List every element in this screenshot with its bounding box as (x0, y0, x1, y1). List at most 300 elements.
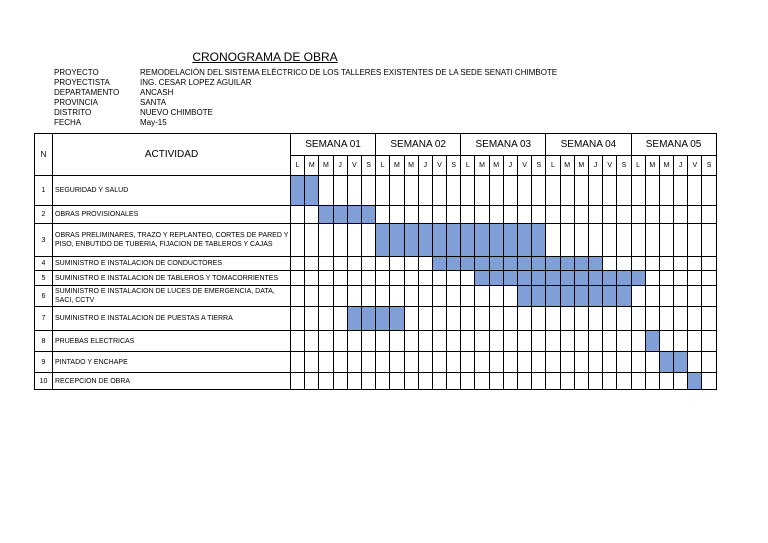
gantt-cell (291, 331, 305, 352)
gantt-cell (432, 271, 446, 286)
gantt-cell (418, 352, 432, 373)
gantt-bar-cell (361, 307, 375, 331)
info-row (54, 88, 557, 98)
gantt-cell (319, 257, 333, 271)
gantt-cell (503, 352, 517, 373)
gantt-bar-cell (631, 271, 645, 286)
day-header: M (574, 156, 588, 176)
gantt-bar-cell (489, 224, 503, 257)
gantt-cell (702, 286, 716, 307)
gantt-cell (532, 176, 546, 206)
gantt-cell (532, 206, 546, 224)
gantt-cell (432, 307, 446, 331)
gantt-cell (631, 373, 645, 390)
day-header: J (333, 156, 347, 176)
gantt-cell (489, 286, 503, 307)
gantt-cell (475, 373, 489, 390)
gantt-cell (674, 307, 688, 331)
gantt-cell (645, 224, 659, 257)
gantt-cell (702, 224, 716, 257)
gantt-cell (418, 257, 432, 271)
gantt-cell (532, 373, 546, 390)
gantt-cell (489, 206, 503, 224)
gantt-cell (518, 373, 532, 390)
gantt-cell (376, 373, 390, 390)
gantt-cell (475, 331, 489, 352)
gantt-cell (376, 257, 390, 271)
gantt-bar-cell (532, 286, 546, 307)
gantt-cell (603, 176, 617, 206)
gantt-cell (617, 224, 631, 257)
gantt-cell (588, 331, 602, 352)
gantt-cell (702, 257, 716, 271)
task-number: 3 (35, 224, 53, 257)
gantt-cell (461, 352, 475, 373)
gantt-bar-cell (518, 286, 532, 307)
gantt-cell (461, 286, 475, 307)
info-row (54, 118, 557, 128)
gantt-cell (447, 331, 461, 352)
gantt-bar-cell (503, 271, 517, 286)
gantt-cell (645, 206, 659, 224)
gantt-cell (688, 176, 702, 206)
gantt-bar-cell (319, 206, 333, 224)
gantt-cell (617, 331, 631, 352)
task-name: PINTADO Y ENCHAPE (53, 352, 291, 373)
gantt-cell (376, 331, 390, 352)
gantt-bar-cell (617, 286, 631, 307)
gantt-cell (617, 206, 631, 224)
gantt-cell (674, 286, 688, 307)
gantt-cell (291, 286, 305, 307)
gantt-cell (418, 206, 432, 224)
gantt-bar-cell (588, 271, 602, 286)
gantt-cell (503, 331, 517, 352)
gantt-bar-cell (305, 176, 319, 206)
task-number: 8 (35, 331, 53, 352)
gantt-bar-cell (432, 224, 446, 257)
gantt-cell (305, 224, 319, 257)
day-header: L (461, 156, 475, 176)
gantt-cell (319, 331, 333, 352)
gantt-cell (489, 373, 503, 390)
gantt-cell (702, 352, 716, 373)
gantt-cell (617, 176, 631, 206)
day-header: M (305, 156, 319, 176)
gantt-cell (404, 271, 418, 286)
info-row (54, 108, 557, 118)
gantt-bar-cell (404, 224, 418, 257)
gantt-cell (291, 224, 305, 257)
day-header: S (702, 156, 716, 176)
gantt-bar-cell (645, 331, 659, 352)
gantt-cell (617, 307, 631, 331)
gantt-bar-cell (347, 206, 361, 224)
gantt-cell (404, 176, 418, 206)
gantt-cell (461, 331, 475, 352)
gantt-cell (603, 224, 617, 257)
gantt-cell (418, 331, 432, 352)
gantt-cell (376, 352, 390, 373)
day-header: J (503, 156, 517, 176)
gantt-cell (659, 286, 673, 307)
gantt-cell (659, 331, 673, 352)
gantt-cell (702, 176, 716, 206)
task-row (35, 373, 717, 390)
gantt-cell (702, 331, 716, 352)
gantt-cell (305, 331, 319, 352)
day-header: L (376, 156, 390, 176)
gantt-cell (333, 373, 347, 390)
gantt-cell (518, 331, 532, 352)
gantt-cell (461, 206, 475, 224)
gantt-cell (361, 286, 375, 307)
gantt-cell (603, 257, 617, 271)
gantt-cell (376, 206, 390, 224)
gantt-cell (447, 176, 461, 206)
gantt-cell (631, 352, 645, 373)
task-number: 10 (35, 373, 53, 390)
gantt-cell (361, 271, 375, 286)
gantt-cell (617, 257, 631, 271)
gantt-cell (617, 352, 631, 373)
gantt-cell (376, 286, 390, 307)
gantt-cell (659, 206, 673, 224)
gantt-bar-cell (532, 224, 546, 257)
gantt-cell (475, 286, 489, 307)
gantt-cell (305, 271, 319, 286)
gantt-cell (361, 352, 375, 373)
day-header: M (404, 156, 418, 176)
task-name: OBRAS PRELIMINARES, TRAZO Y REPLANTEO, CORTES DE PARED Y PISO, ENBUTIDO DE TUBERIA, FIJACION DE TABLEROS Y CAJAS (53, 224, 291, 257)
gantt-cell (475, 206, 489, 224)
gantt-cell (603, 206, 617, 224)
gantt-cell (347, 373, 361, 390)
gantt-cell (447, 352, 461, 373)
gantt-cell (645, 307, 659, 331)
gantt-bar-cell (347, 307, 361, 331)
gantt-cell (574, 206, 588, 224)
gantt-cell (560, 176, 574, 206)
gantt-bar-cell (376, 224, 390, 257)
gantt-cell (617, 373, 631, 390)
gantt-cell (432, 176, 446, 206)
gantt-bar-cell (361, 206, 375, 224)
week-header: SEMANA 04 (546, 134, 631, 156)
gantt-cell (347, 257, 361, 271)
gantt-cell (333, 286, 347, 307)
day-header: M (475, 156, 489, 176)
gantt-cell (361, 257, 375, 271)
gantt-cell (532, 331, 546, 352)
gantt-cell (560, 307, 574, 331)
day-header: S (361, 156, 375, 176)
gantt-cell (603, 373, 617, 390)
gantt-bar-cell (475, 271, 489, 286)
day-header: V (347, 156, 361, 176)
gantt-bar-cell (546, 271, 560, 286)
gantt-cell (404, 331, 418, 352)
gantt-cell (546, 352, 560, 373)
info-value: SANTA (140, 98, 167, 107)
gantt-cell (518, 307, 532, 331)
day-header: S (532, 156, 546, 176)
gantt-cell (688, 257, 702, 271)
gantt-bar-cell (532, 271, 546, 286)
gantt-cell (489, 307, 503, 331)
task-row (35, 307, 717, 331)
gantt-cell (645, 271, 659, 286)
gantt-cell (688, 286, 702, 307)
gantt-cell (432, 206, 446, 224)
gantt-cell (461, 307, 475, 331)
gantt-cell (560, 373, 574, 390)
gantt-cell (291, 206, 305, 224)
gantt-cell (361, 331, 375, 352)
gantt-bar-cell (461, 257, 475, 271)
day-header: S (617, 156, 631, 176)
gantt-bar-cell (603, 271, 617, 286)
gantt-cell (674, 331, 688, 352)
gantt-cell (560, 352, 574, 373)
gantt-cell (404, 257, 418, 271)
gantt-cell (588, 176, 602, 206)
gantt-cell (305, 257, 319, 271)
gantt-cell (659, 373, 673, 390)
gantt-bar-cell (432, 257, 446, 271)
info-row (54, 98, 557, 108)
header-activity: ACTIVIDAD (53, 134, 291, 176)
task-row (35, 206, 717, 224)
week-header: SEMANA 03 (461, 134, 546, 156)
gantt-cell (432, 286, 446, 307)
gantt-cell (376, 176, 390, 206)
gantt-bar-cell (376, 307, 390, 331)
day-header: S (447, 156, 461, 176)
day-header: V (603, 156, 617, 176)
task-row (35, 352, 717, 373)
day-header: J (674, 156, 688, 176)
day-header: M (645, 156, 659, 176)
gantt-cell (291, 352, 305, 373)
gantt-cell (588, 352, 602, 373)
gantt-cell (319, 373, 333, 390)
gantt-cell (518, 352, 532, 373)
gantt-cell (305, 206, 319, 224)
gantt-bar-cell (518, 224, 532, 257)
task-name: OBRAS PROVISIONALES (53, 206, 291, 224)
gantt-cell (574, 307, 588, 331)
gantt-cell (461, 176, 475, 206)
gantt-cell (447, 373, 461, 390)
gantt-cell (347, 352, 361, 373)
gantt-cell (361, 373, 375, 390)
gantt-cell (404, 307, 418, 331)
info-label: DEPARTAMENTO (54, 88, 120, 97)
gantt-cell (546, 224, 560, 257)
gantt-cell (645, 257, 659, 271)
gantt-cell (333, 307, 347, 331)
gantt-bar-cell (503, 224, 517, 257)
day-header: M (560, 156, 574, 176)
gantt-cell (305, 373, 319, 390)
week-header: SEMANA 05 (631, 134, 716, 156)
task-name: RECEPCION DE OBRA (53, 373, 291, 390)
gantt-bar-cell (333, 206, 347, 224)
info-label: PROYECTO (54, 68, 99, 77)
info-label: FECHA (54, 118, 82, 127)
day-header: J (588, 156, 602, 176)
gantt-cell (361, 224, 375, 257)
day-header: L (291, 156, 305, 176)
gantt-bar-cell (489, 257, 503, 271)
gantt-cell (390, 271, 404, 286)
gantt-bar-cell (390, 224, 404, 257)
gantt-cell (291, 307, 305, 331)
gantt-cell (390, 286, 404, 307)
gantt-cell (319, 224, 333, 257)
gantt-cell (418, 307, 432, 331)
info-label: DISTRITO (54, 108, 92, 117)
gantt-cell (546, 176, 560, 206)
gantt-cell (645, 176, 659, 206)
gantt-cell (702, 373, 716, 390)
gantt-cell (291, 271, 305, 286)
gantt-cell (674, 224, 688, 257)
task-row (35, 224, 717, 257)
gantt-cell (546, 307, 560, 331)
gantt-cell (503, 373, 517, 390)
day-header: V (688, 156, 702, 176)
info-label: PROVINCIA (54, 98, 99, 107)
task-row (35, 257, 717, 271)
project-info (54, 68, 557, 128)
gantt-cell (574, 352, 588, 373)
gantt-cell (659, 224, 673, 257)
task-number: 6 (35, 286, 53, 307)
gantt-bar-cell (518, 257, 532, 271)
gantt-cell (688, 271, 702, 286)
schedule-table (34, 133, 717, 390)
task-name: SUMINISTRO E INSTALACION DE TABLEROS Y TOMACORRIENTES (53, 271, 291, 286)
day-header: J (418, 156, 432, 176)
gantt-cell (305, 307, 319, 331)
gantt-cell (546, 206, 560, 224)
task-name: SUMINISTRO E INSTALACION DE CONDUCTORES (53, 257, 291, 271)
gantt-cell (560, 206, 574, 224)
gantt-cell (418, 176, 432, 206)
gantt-cell (376, 271, 390, 286)
gantt-bar-cell (489, 271, 503, 286)
gantt-cell (333, 352, 347, 373)
gantt-cell (390, 331, 404, 352)
gantt-bar-cell (617, 271, 631, 286)
gantt-bar-cell (291, 176, 305, 206)
gantt-cell (546, 373, 560, 390)
gantt-cell (688, 206, 702, 224)
gantt-cell (432, 373, 446, 390)
day-header: M (390, 156, 404, 176)
gantt-cell (475, 307, 489, 331)
gantt-bar-cell (603, 286, 617, 307)
gantt-cell (603, 331, 617, 352)
gantt-cell (347, 176, 361, 206)
gantt-cell (631, 206, 645, 224)
gantt-cell (390, 373, 404, 390)
gantt-cell (503, 286, 517, 307)
gantt-cell (418, 271, 432, 286)
gantt-cell (461, 271, 475, 286)
gantt-cell (347, 271, 361, 286)
task-number: 5 (35, 271, 53, 286)
task-row (35, 331, 717, 352)
gantt-cell (404, 286, 418, 307)
gantt-bar-cell (461, 224, 475, 257)
gantt-cell (688, 352, 702, 373)
gantt-cell (503, 176, 517, 206)
day-header: L (546, 156, 560, 176)
gantt-cell (560, 331, 574, 352)
gantt-cell (702, 307, 716, 331)
gantt-bar-cell (447, 224, 461, 257)
task-name: SUMINISTRO E INSTALACION DE LUCES DE EMERGENCIA, DATA, SACI, CCTV (53, 286, 291, 307)
gantt-bar-cell (574, 286, 588, 307)
gantt-bar-cell (574, 271, 588, 286)
gantt-cell (390, 206, 404, 224)
gantt-cell (347, 224, 361, 257)
gantt-cell (432, 331, 446, 352)
header-n: N (35, 134, 53, 176)
day-header: M (489, 156, 503, 176)
task-number: 1 (35, 176, 53, 206)
task-name: SUMINISTRO E INSTALACION DE PUESTAS A TIERRA (53, 307, 291, 331)
gantt-bar-cell (560, 271, 574, 286)
gantt-cell (404, 373, 418, 390)
info-value: NUEVO CHIMBOTE (140, 108, 213, 117)
gantt-cell (333, 257, 347, 271)
gantt-cell (631, 176, 645, 206)
gantt-cell (319, 176, 333, 206)
gantt-cell (461, 373, 475, 390)
gantt-bar-cell (475, 224, 489, 257)
gantt-bar-cell (560, 286, 574, 307)
gantt-cell (447, 286, 461, 307)
gantt-cell (404, 352, 418, 373)
gantt-cell (333, 271, 347, 286)
gantt-bar-cell (475, 257, 489, 271)
gantt-cell (674, 176, 688, 206)
gantt-cell (447, 271, 461, 286)
gantt-cell (631, 286, 645, 307)
task-row (35, 176, 717, 206)
gantt-cell (532, 352, 546, 373)
gantt-cell (674, 257, 688, 271)
task-number: 7 (35, 307, 53, 331)
gantt-cell (631, 307, 645, 331)
gantt-cell (447, 307, 461, 331)
gantt-bar-cell (447, 257, 461, 271)
gantt-cell (659, 271, 673, 286)
gantt-cell (291, 373, 305, 390)
gantt-cell (319, 286, 333, 307)
gantt-cell (702, 206, 716, 224)
day-header: M (659, 156, 673, 176)
info-row (54, 68, 557, 78)
gantt-bar-cell (574, 257, 588, 271)
info-label: PROYECTISTA (54, 78, 110, 87)
gantt-cell (688, 307, 702, 331)
gantt-cell (489, 176, 503, 206)
